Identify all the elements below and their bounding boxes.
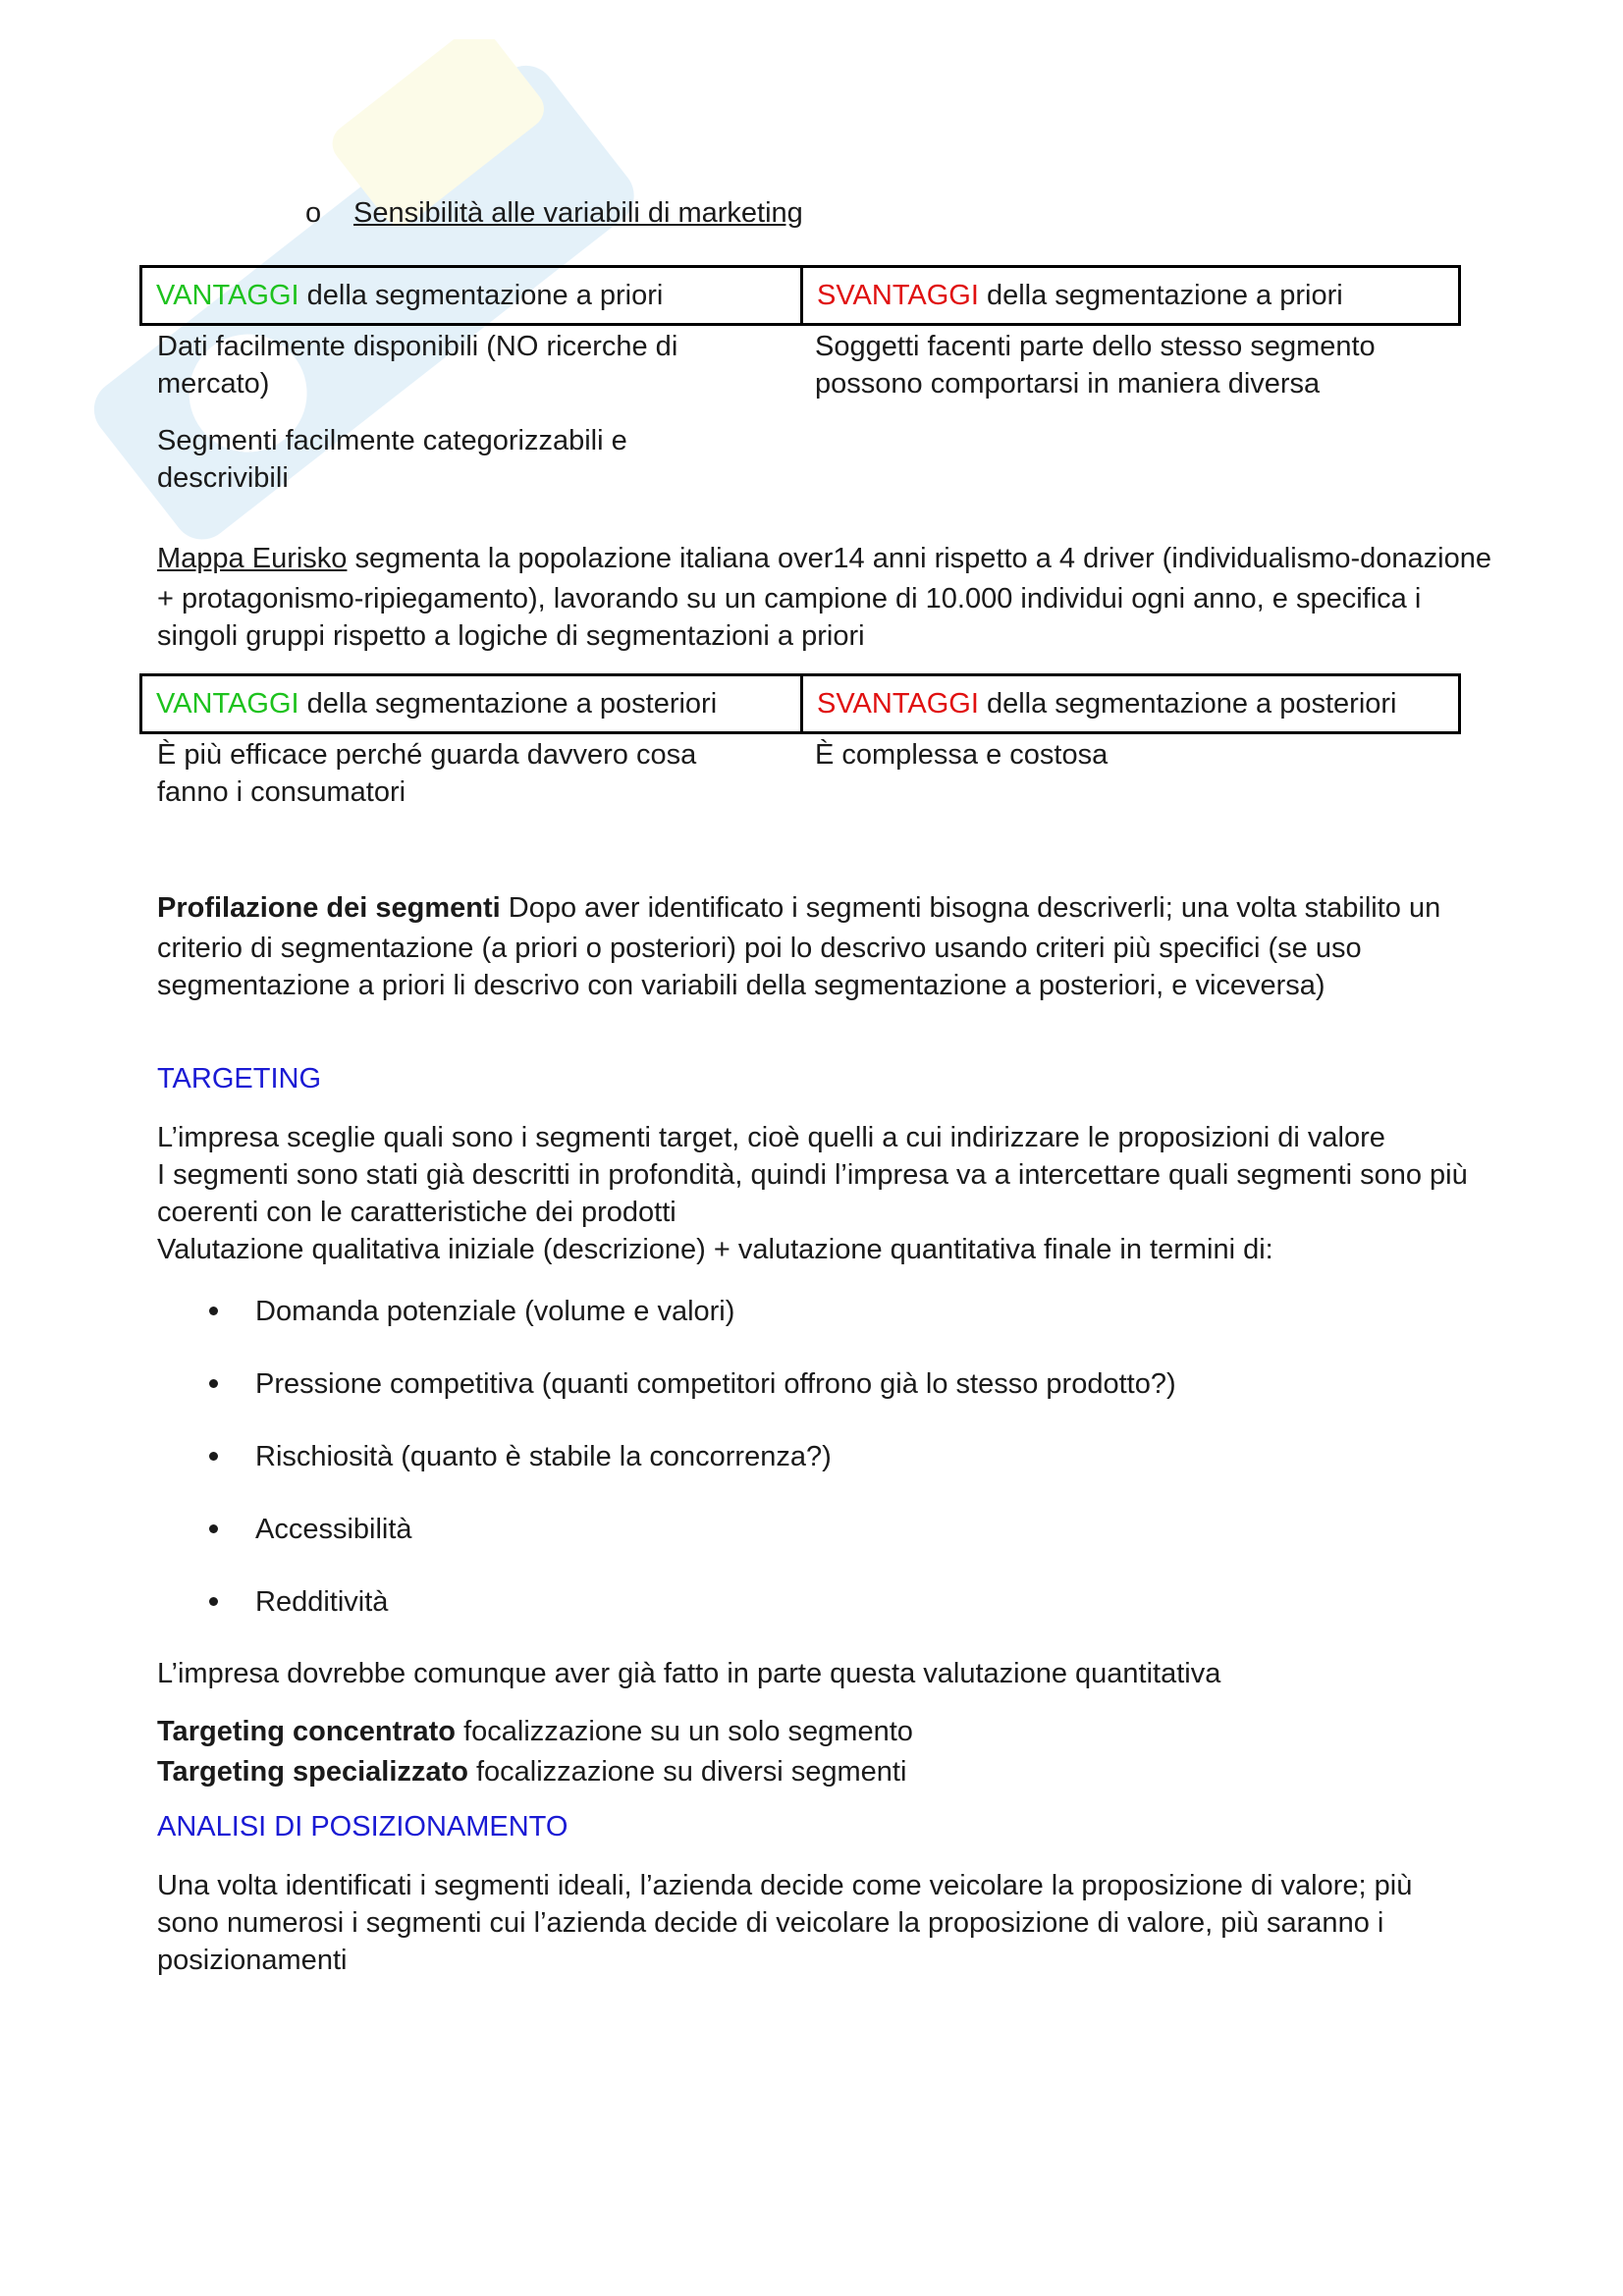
posteriori-table-header — [139, 673, 1461, 734]
targeting-criteria-list — [157, 1293, 1176, 1656]
priori-adv-col — [157, 328, 805, 497]
list-item: Rischiosità (quanto è stabile la concorrenza?) — [157, 1438, 1176, 1511]
specializzato-text: focalizzazione su diversi segmenti — [475, 1756, 907, 1788]
targeting-line: L’impresa sceglie quali sono i segmenti target, cioè quelli a cui indirizzare le proposizioni di valore — [157, 1122, 1385, 1153]
posteriori-adv-col — [157, 736, 805, 811]
priori-dis-col — [815, 328, 1463, 402]
sub-item-marker: o — [305, 197, 322, 229]
list-item: Pressione competitiva (quanti competitori offrono già lo stesso prodotto?) — [157, 1365, 1176, 1438]
priori-adv-label: VANTAGGI — [156, 280, 299, 311]
eurisko-term: Mappa Eurisko — [157, 543, 348, 574]
posteriori-adv-header — [142, 676, 800, 731]
posteriori-dis-item: È complessa e costosa — [815, 739, 1109, 771]
posteriori-dis-col — [815, 736, 1463, 774]
priori-dis-header — [800, 268, 1458, 323]
list-item: Domanda potenziale (volume e valori) — [157, 1293, 1176, 1365]
priori-adv-rest: della segmentazione a priori — [298, 280, 664, 311]
targeting-concentrato — [157, 1713, 913, 1753]
specializzato-term: Targeting specializzato — [157, 1756, 468, 1788]
posteriori-adv-label: VANTAGGI — [156, 688, 299, 720]
targeting-specializzato — [157, 1753, 913, 1793]
posizionamento-paragraph: Una volta identificati i segmenti ideali, l’azienda decide come veicolare la proposizione di valore; più sono numerosi i segmenti cui l’azienda decide di veicolare la proposizione di valore, più saranno i posizionamenti — [157, 1870, 1413, 1976]
profilazione-paragraph — [157, 889, 1492, 1004]
eurisko-paragraph — [157, 540, 1492, 655]
targeting-description — [157, 1119, 1492, 1268]
targeting-line: I segmenti sono stati già descritti in profondità, quindi l’impresa va a intercettare quali segmenti sono più coerenti con le caratteristiche dei prodotti — [157, 1159, 1468, 1228]
profilazione-term: Profilazione dei segmenti — [157, 892, 501, 924]
posizionamento-heading: ANALISI DI POSIZIONAMENTO — [157, 1811, 568, 1842]
posteriori-dis-header — [800, 676, 1458, 731]
posteriori-dis-label: SVANTAGGI — [817, 688, 979, 720]
posteriori-adv-item: È più efficace perché guarda davvero cosa fanno i consumatori — [157, 739, 697, 808]
priori-table-header — [139, 265, 1461, 326]
list-item: Accessibilità — [157, 1511, 1176, 1583]
priori-adv-item: Segmenti facilmente categorizzabili e descrivibili — [157, 425, 627, 494]
profilazione-text: Dopo aver identificato i segmenti bisogna descriverli; una volta stabilito un criterio di segmentazione (a priori o posteriori) poi lo descrivo usando criteri più specifici (se uso segmentazione a priori li descrivo con variabili della segmentazione a posteriori, e viceversa) — [157, 892, 1441, 1001]
sub-item-title: Sensibilità alle variabili di marketing — [353, 197, 803, 229]
targeting-closing: L’impresa dovrebbe comunque aver già fatto in parte questa valutazione quantitativa — [157, 1658, 1221, 1689]
eurisko-text: segmenta la popolazione italiana over14 anni rispetto a 4 driver (individualismo-donazione + protagonismo-ripiegamento), lavorando su un campione di 10.000 individui ogni anno, e specifica i singoli gruppi rispetto a logiche di segmentazioni a priori — [157, 543, 1491, 652]
targeting-heading: TARGETING — [157, 1063, 322, 1095]
posteriori-dis-rest: della segmentazione a posteriori — [978, 688, 1397, 720]
priori-dis-rest: della segmentazione a priori — [978, 280, 1343, 311]
targeting-types — [157, 1713, 913, 1793]
priori-dis-label: SVANTAGGI — [817, 280, 979, 311]
concentrato-term: Targeting concentrato — [157, 1716, 456, 1747]
priori-adv-item: Dati facilmente disponibili (NO ricerche di mercato) — [157, 331, 678, 400]
posteriori-adv-rest: della segmentazione a posteriori — [298, 688, 718, 720]
priori-dis-item: Soggetti facenti parte dello stesso segmento possono comportarsi in maniera diversa — [815, 331, 1376, 400]
priori-adv-header — [142, 268, 800, 323]
targeting-line: Valutazione qualitativa iniziale (descrizione) + valutazione quantitativa finale in termini di: — [157, 1234, 1273, 1265]
list-item: Redditività — [157, 1583, 1176, 1656]
concentrato-text: focalizzazione su un solo segmento — [463, 1716, 913, 1747]
